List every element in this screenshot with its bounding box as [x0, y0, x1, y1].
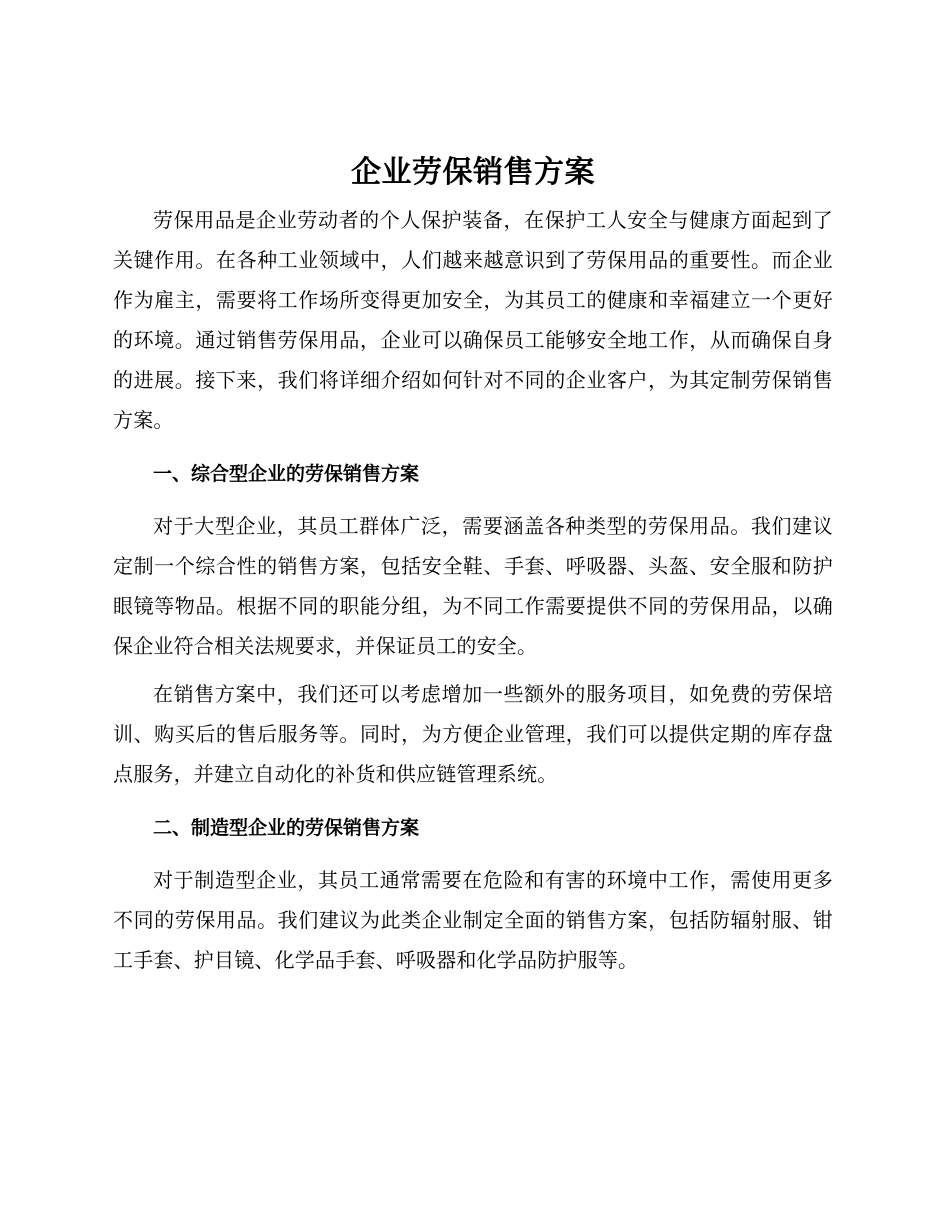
manufacturing-paragraph-1: 对于制造型企业，其员工通常需要在危险和有害的环境中工作，需使用更多不同的劳保用品。我们建议为此类企业制定全面的销售方案，包括防辐射服、钳工手套、护目镜、化学品手套、呼吸器和化学品防护服等。 [113, 868, 833, 972]
intro-paragraph: 劳保用品是企业劳动者的个人保护装备，在保护工人安全与健康方面起到了关键作用。在各种工业领域中，人们越来越意识到了劳保用品的重要性。而企业作为雇主，需要将工作场所变得更加安全，为其员工的健康和幸福建立一个更好的环境。通过销售劳保用品，企业可以确保员工能够安全地工作，从而确保自身的进展。接下来，我们将详细介绍如何针对不同的企业客户，为其定制劳保销售方案。 [113, 208, 833, 432]
comprehensive-paragraph-2: 在销售方案中，我们还可以考虑增加一些额外的服务项目，如免费的劳保培训、购买后的售后服务等。同时，为方便企业管理，我们可以提供定期的库存盘点服务，并建立自动化的补货和供应链管理系统。 [113, 682, 833, 786]
document-title: 企业劳保销售方案 [351, 155, 595, 190]
section-heading-manufacturing: 二、制造型企业的劳保销售方案 [153, 817, 420, 839]
comprehensive-paragraph-1: 对于大型企业，其员工群体广泛，需要涵盖各种类型的劳保用品。我们建议定制一个综合性的销售方案，包括安全鞋、手套、呼吸器、头盔、安全服和防护眼镜等物品。根据不同的职能分组，为不同工作需要提供不同的劳保用品，以确保企业符合相关法规要求，并保证员工的安全。 [113, 514, 833, 658]
section-heading-comprehensive: 一、综合型企业的劳保销售方案 [153, 463, 420, 485]
